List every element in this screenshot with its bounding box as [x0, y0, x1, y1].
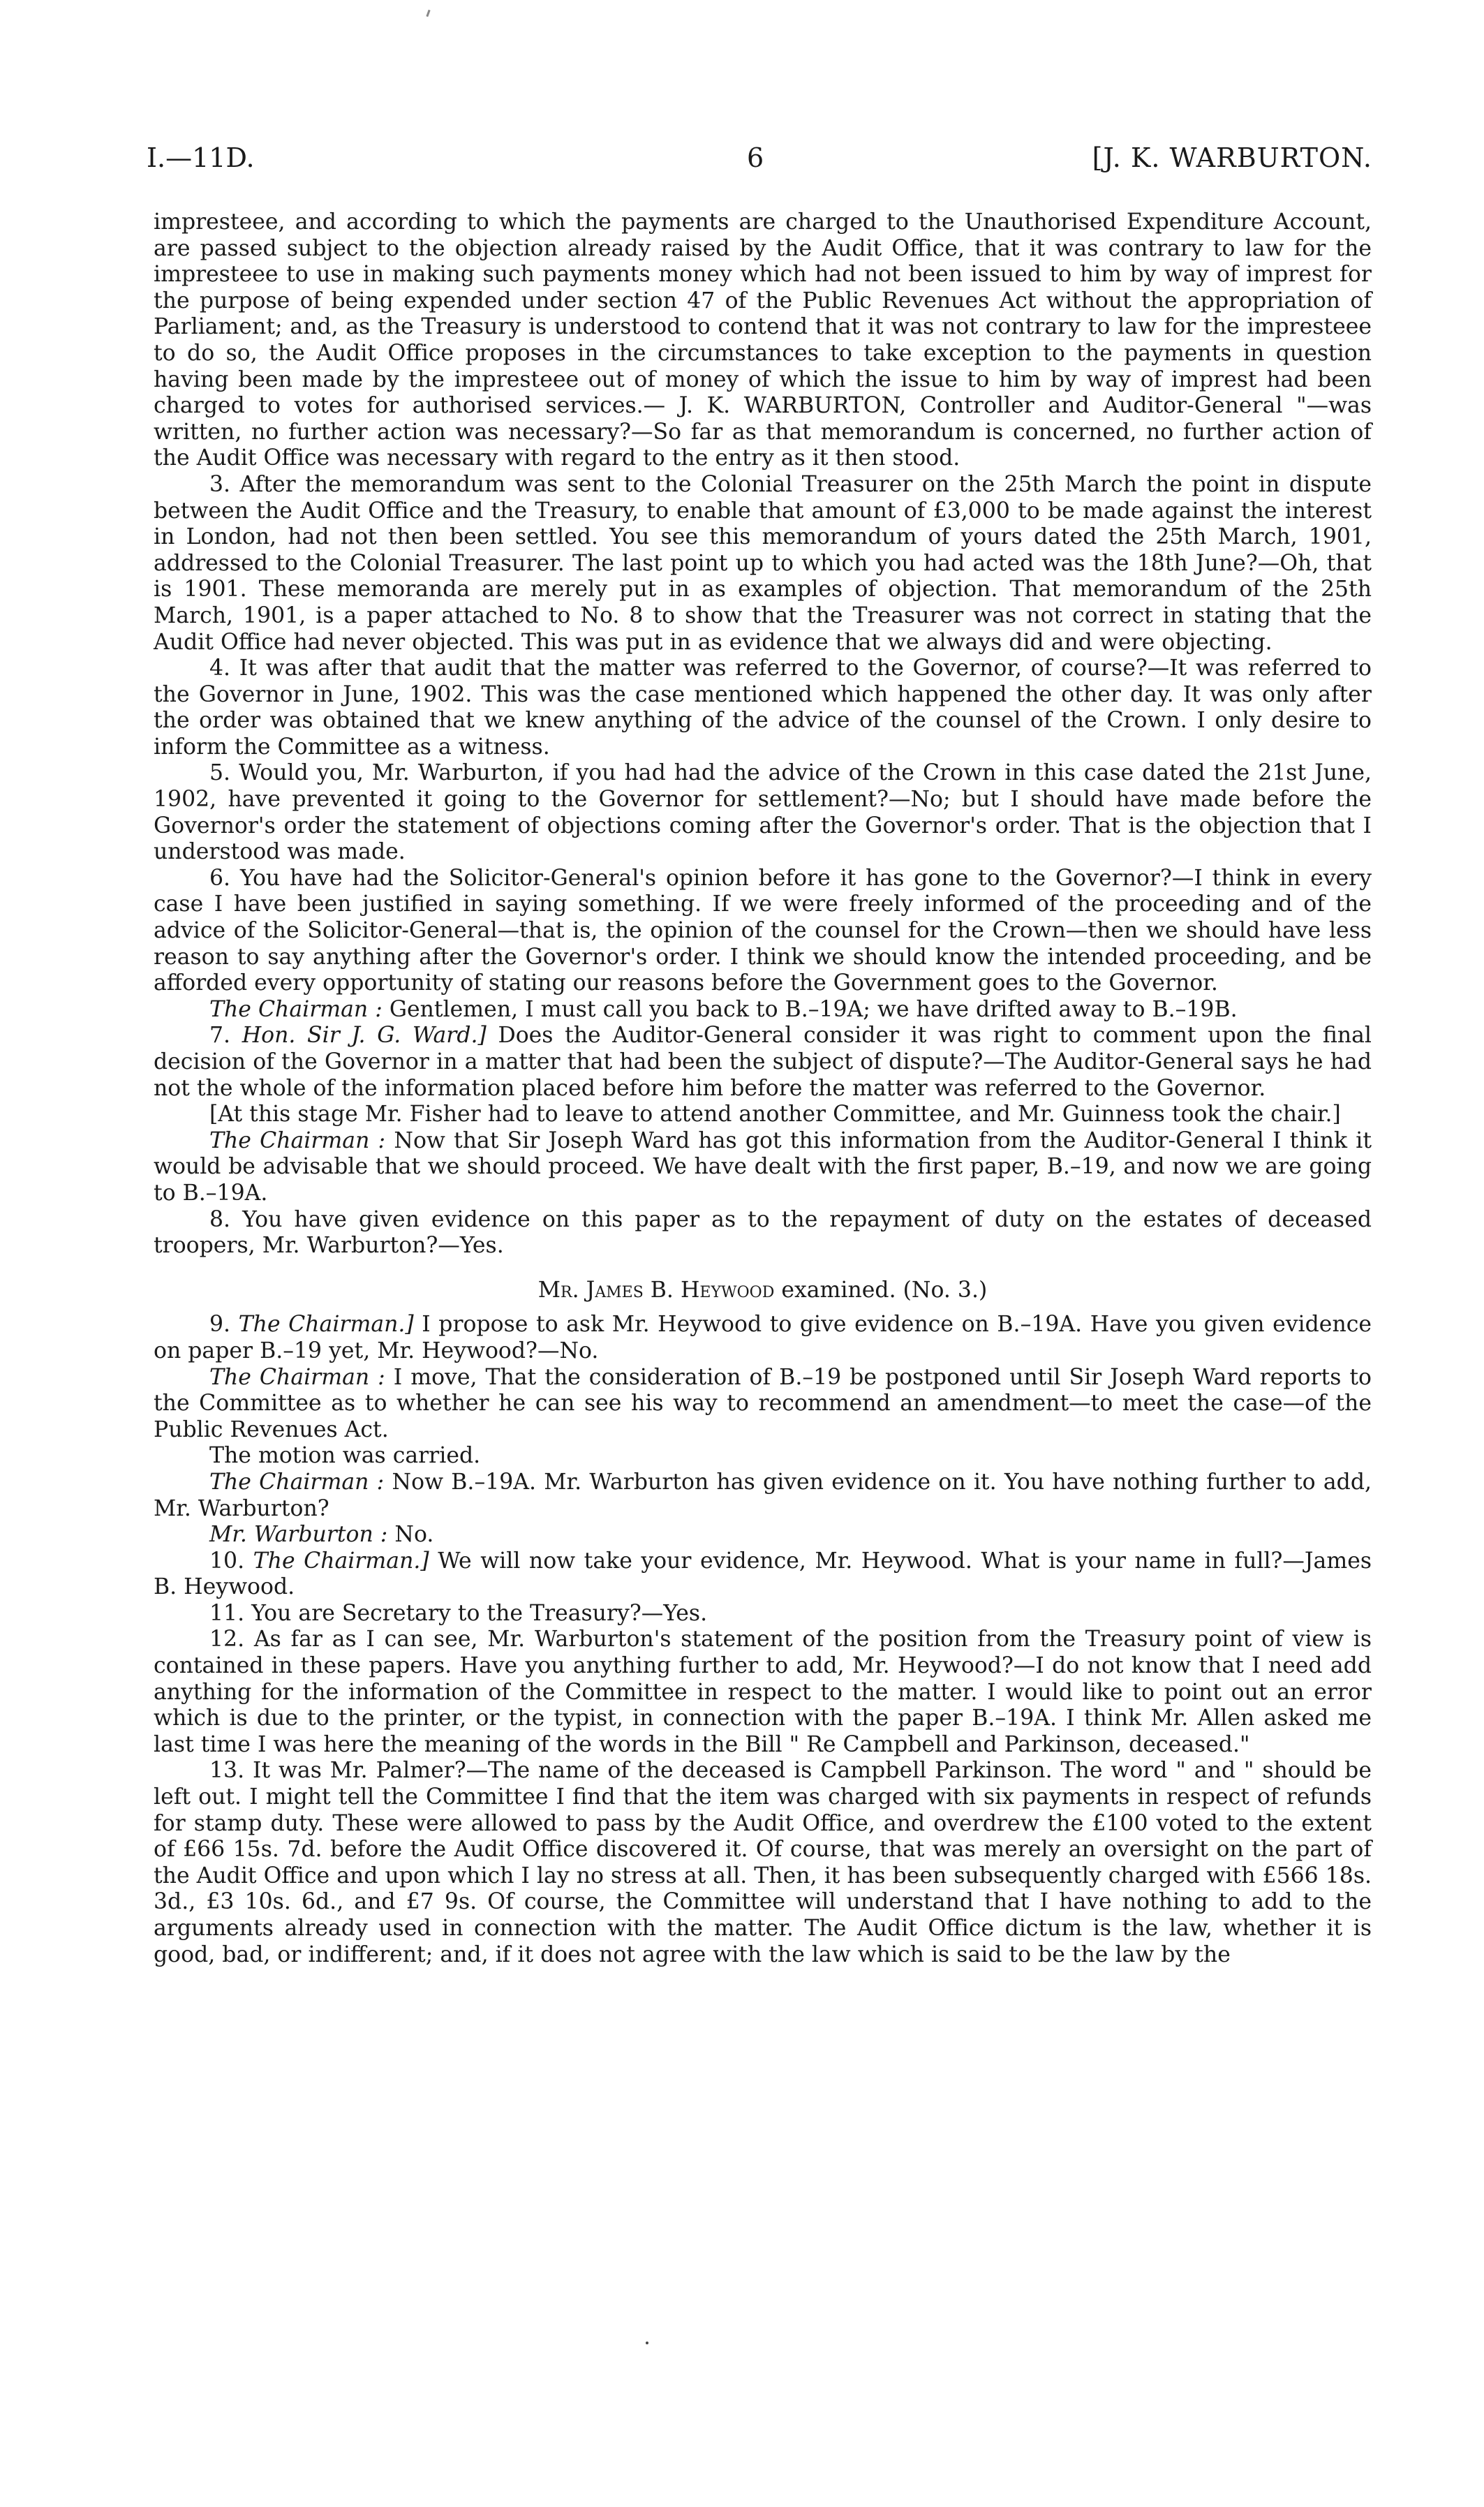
speaker: Mr. Warburton :	[209, 1522, 388, 1548]
paragraph-7	[154, 1023, 1372, 1102]
body-text	[154, 209, 1372, 1968]
speaker: The Chairman :	[209, 1364, 385, 1390]
paragraph-13: 13. It was Mr. Palmer?—The name of the deceased is Campbell Parkinson. The word " and " should be left out. I might tell the Committee I find that the item was charged with six payments in respect of refunds for stamp duty. These were allowed to pass by the Audit Office, and overdrew the £100 voted to the extent of £66 15s. 7d. before the Audit Office discovered it. Of course, that was merely an oversight on the part of the Audit Office and upon which I lay no stress at all. Then, it has been subsequently charged with £566 18s. 3d., £3 10s. 6d., and £7 9s. Of course, the Committee will understand that I have nothing to add to the arguments already used in connection with the matter. The Audit Office dictum is the law, whether it is good, bad, or indifferent; and, if it does not agree with the law which is said to be the law by the	[154, 1758, 1372, 1967]
paragraph-11: 11. You are Secretary to the Treasury?—Yes.	[209, 1600, 708, 1626]
chairman-remark-3	[154, 1470, 1372, 1522]
question-number: 7.	[209, 1023, 231, 1049]
speaker: Hon. Sir J. G. Ward.]	[242, 1023, 487, 1049]
footer-dot	[646, 2342, 648, 2344]
remark-text: Now that Sir Joseph Ward has got this information from the Auditor-General I think it would be advisable that we should proceed. We have dealt with the first paper, B.–19, and now we are going to B.–19A.	[154, 1127, 1372, 1206]
speaker: The Chairman :	[209, 1127, 386, 1153]
reply-text: No.	[394, 1522, 434, 1548]
question-text: I propose to ask Mr. Heywood to give evidence on B.–19A. Have you given evidence on paper B.–19 yet, Mr. Heywood?—No.	[154, 1312, 1372, 1363]
paragraph-8: 8. You have given evidence on this paper as to the repayment of duty on the estates of deceased troopers, Mr. Warburton?—Yes.	[154, 1206, 1372, 1259]
question-text: We will now take your evidence, Mr. Heywood. What is your name in full?—James B. Heywood.	[154, 1548, 1372, 1600]
chairman-remark-1	[154, 997, 1372, 1023]
speaker: The Chairman.]	[238, 1312, 414, 1338]
warburton-reply	[154, 1522, 1372, 1548]
stage-note: [At this stage Mr. Fisher had to leave to attend another Committee, and Mr. Guinness took the chair.]	[209, 1102, 1341, 1127]
paragraph-6: 6. You have had the Solicitor-General's opinion before it has gone to the Governor?—I think in every case I have been justified in saying something. If we were freely informed of the proceeding and of the advice of the Solicitor-General—that is, the opinion of the counsel for the Crown—then we should have less reason to say anything after the Governor's order. I think we should know the intended proceeding, and be afforded every opportunity of stating our reasons before the Government goes to the Governor.	[154, 865, 1372, 996]
speaker: The Chairman.]	[253, 1548, 429, 1574]
paragraph-continued: impresteee, and according to which the payments are charged to the Unauthorised Expenditure Account, are passed subject to the objection already raised by the Audit Office, that it was contrary to law for the impresteee to use in making such payments money which had not been issued to him by way of imprest for the purpose of being expended under section 47 of the Public Revenues Act without the appropriation of Parliament; and, as the Treasury is understood to contend that it was not contrary to law for the impresteee to do so, the Audit Office proposes in the circumstances to take exception to the payments in question having been made by the impresteee out of money of which the issue to him by way of imprest had been charged to votes for authorised services.— J. K. WARBURTON, Controller and Auditor-General "—was written, no further action was necessary?—So far as that memorandum is concerned, no further action of the Audit Office was necessary with regard to the entry as it then stood.	[154, 209, 1372, 471]
chairman-remark-2	[154, 1128, 1372, 1207]
witness-name: Mr. James B. Heywood	[537, 1277, 775, 1303]
speaker: The Chairman :	[209, 1469, 385, 1495]
question-text: Does the Auditor-General consider it was right to comment upon the final decision of the Governor in a matter that had been the subject of dispute?—The Auditor-General says he had not the whole of the information placed before him before the matter was referred to the Governor.	[154, 1023, 1372, 1101]
paragraph-10	[154, 1548, 1372, 1601]
section-heading	[154, 1278, 1372, 1304]
stray-mark	[426, 10, 430, 17]
paragraph-9	[154, 1312, 1372, 1364]
remark-text: Now B.–19A. Mr. Warburton has given evidence on it. You have nothing further to add, Mr. Warburton?	[154, 1469, 1372, 1521]
heading-suffix: examined. (No. 3.)	[781, 1277, 988, 1303]
question-number: 9.	[209, 1312, 231, 1338]
remark-text: Gentlemen, I must call you back to B.–19A; we have drifted away to B.–19B.	[389, 996, 1238, 1022]
report-code: I.—11D.	[147, 142, 255, 173]
page-number: 6	[747, 142, 764, 173]
motion-result: The motion was carried.	[209, 1443, 481, 1469]
paragraph-3: 3. After the memorandum was sent to the Colonial Treasurer on the 25th March the point in dispute between the Audit Office and the Treasury, to enable that amount of £3,000 to be made against the interest in London, had not then been settled. You see this memorandum of yours dated the 25th March, 1901, addressed to the Colonial Treasurer. The last point up to which you had acted was the 18th June?—Oh, that is 1901. These memoranda are merely put in as examples of objection. That memorandum of the 25th March, 1901, is a paper attached to No. 8 to show that the Treasurer was not correct in stating that the Audit Office had never objected. This was put in as evidence that we always did and were objecting.	[154, 471, 1372, 655]
question-number: 10.	[209, 1548, 245, 1574]
speaker: The Chairman :	[209, 996, 383, 1022]
chairman-motion	[154, 1365, 1372, 1444]
paragraph-12: 12. As far as I can see, Mr. Warburton's statement of the position from the Treasury point of view is contained in these papers. Have you anything further to add, Mr. Heywood?—I do not know that I need add anything for the information of the Committee in respect to the matter. I would like to point out an error which is due to the printer, or the typist, in connection with the paper B.–19A. I think Mr. Allen asked me last time I was here the meaning of the words in the Bill " Re Campbell and Parkinson, deceased."	[154, 1627, 1372, 1757]
motion-text: I move, That the consideration of B.–19 be postponed until Sir Joseph Ward reports to the Committee as to whether he can see his way to recommend an amendment—to meet the case—of the Public Revenues Act.	[154, 1364, 1372, 1442]
paragraph-5: 5. Would you, Mr. Warburton, if you had had the advice of the Crown in this case dated the 21st June, 1902, have prevented it going to the Governor for settlement?—No; but I should have made before the Governor's order the statement of objections coming after the Governor's order. That is the objection that I understood was made.	[154, 760, 1372, 865]
page-header	[147, 142, 1372, 184]
witness-running-head: [J. K. WARBURTON.	[1092, 142, 1372, 173]
paragraph-4: 4. It was after that audit that the matter was referred to the Governor, of course?—It was referred to the Governor in June, 1902. This was the case mentioned which happened the other day. It was only after the order was obtained that we knew anything of the advice of the counsel of the Crown. I only desire to inform the Committee as a witness.	[154, 656, 1372, 760]
